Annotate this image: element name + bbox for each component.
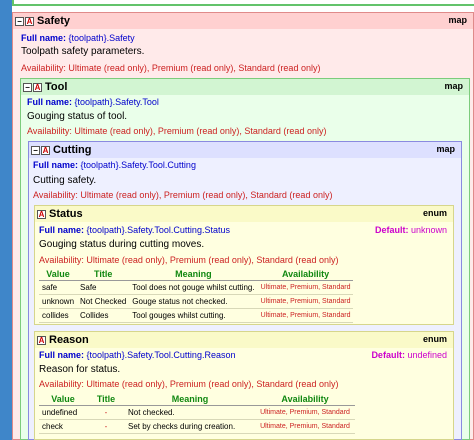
cell-title: Safe [77, 280, 129, 294]
cell-title: Collides [77, 308, 129, 322]
type-badge: enum [422, 334, 447, 344]
cell-value: check [39, 419, 87, 433]
full-name-label: Full name: [21, 33, 67, 43]
description: Reason for status. [39, 364, 121, 375]
cell-title: Not Checked [77, 294, 129, 308]
section-title: Cutting [53, 144, 92, 156]
table-row [39, 308, 353, 322]
column-header: Value [39, 393, 87, 405]
cell-availability: Ultimate, Premium, Standard [255, 405, 355, 419]
enum-table [39, 393, 355, 434]
section-title: Tool [45, 81, 68, 93]
column-header: Meaning [129, 268, 257, 280]
cell-meaning: Tool gouges whilst cutting. [129, 308, 257, 322]
section-title: Status [49, 208, 83, 220]
table-row [39, 405, 355, 419]
description: Gouging status of tool. [27, 111, 128, 122]
default-value [375, 225, 447, 235]
cell-value: unknown [39, 294, 77, 308]
default-label: Default: [374, 225, 409, 235]
default-label: Default: [371, 350, 405, 360]
section-title: Reason [49, 334, 89, 346]
cell-meaning: Gouge status not checked. [129, 294, 257, 308]
cell-availability: Ultimate, Premium, Standard [255, 419, 355, 433]
column-header: Availability [255, 393, 355, 405]
availability: Availability: Ultimate (read only), Premium (read only), Standard (read only) [39, 379, 339, 389]
type-badge: map [444, 81, 463, 91]
full-name [33, 160, 196, 170]
table-row [39, 294, 353, 308]
full-name-value: {toolpath}.Safety.Tool [74, 97, 159, 107]
full-name-value: {toolpath}.Safety.Tool.Cutting.Reason [86, 350, 236, 360]
column-header: Availability [258, 268, 354, 280]
cell-meaning: Not checked. [125, 405, 255, 419]
cell-value: safe [39, 280, 77, 294]
full-name-value: {toolpath}.Safety [68, 33, 135, 43]
availability: Availability: Ultimate (read only), Premium (read only), Standard (read only) [27, 126, 327, 136]
tool-header [21, 79, 469, 95]
reason-section [34, 331, 454, 440]
type-badge: enum [422, 208, 447, 218]
description: Cutting safety. [33, 175, 97, 186]
description: Gouging status during cutting moves. [39, 239, 205, 250]
full-name [39, 350, 235, 360]
cell-value: undefined [39, 405, 87, 419]
column-header: Meaning [125, 393, 255, 405]
status-section [34, 205, 454, 325]
cell-value: collides [39, 308, 77, 322]
cell-title: - [87, 405, 125, 419]
default-value-text: unknown [410, 225, 447, 235]
cell-meaning: Tool does not gouge whilst cutting. [129, 280, 257, 294]
cell-availability: Ultimate, Premium, Standard [258, 294, 354, 308]
attribute-icon[interactable]: A [26, 16, 33, 26]
safety-header [13, 13, 473, 29]
cutting-header [29, 142, 461, 158]
cell-availability: Ultimate, Premium, Standard [258, 280, 354, 294]
full-name [21, 33, 135, 43]
collapse-icon[interactable]: − [15, 17, 24, 26]
full-name [27, 97, 159, 107]
collapse-icon[interactable]: − [23, 83, 32, 92]
attribute-icon[interactable]: A [34, 82, 41, 92]
full-name-value: {toolpath}.Safety.Tool.Cutting [80, 160, 196, 170]
table-header-row [39, 268, 353, 280]
cell-title: - [87, 419, 125, 433]
enum-table [39, 268, 353, 323]
type-badge: map [436, 144, 455, 154]
default-value [371, 350, 447, 360]
description: Toolpath safety parameters. [21, 46, 145, 57]
full-name-label: Full name: [39, 225, 85, 235]
full-name-value: {toolpath}.Safety.Tool.Cutting.Status [86, 225, 230, 235]
full-name-label: Full name: [33, 160, 79, 170]
cell-meaning: Set by checks during creation. [125, 419, 255, 433]
type-badge: map [448, 15, 467, 25]
column-header: Title [87, 393, 125, 405]
attribute-icon[interactable]: A [38, 335, 45, 345]
section-title: Safety [37, 15, 71, 27]
full-name [39, 225, 230, 235]
collapse-icon[interactable]: − [31, 146, 40, 155]
attribute-icon[interactable]: A [38, 209, 45, 219]
attribute-icon[interactable]: A [42, 145, 49, 155]
table-header-row [39, 393, 355, 405]
default-value-text: undefined [407, 350, 447, 360]
availability: Availability: Ultimate (read only), Premium (read only), Standard (read only) [39, 255, 339, 265]
cell-availability: Ultimate, Premium, Standard [258, 308, 354, 322]
full-name-label: Full name: [27, 97, 73, 107]
table-row [39, 419, 355, 433]
left-accent-bar [0, 0, 12, 440]
availability: Availability: Ultimate (read only), Premium (read only), Standard (read only) [21, 63, 321, 73]
reason-header [35, 332, 453, 348]
column-header: Title [77, 268, 129, 280]
status-header [35, 206, 453, 222]
full-name-label: Full name: [39, 350, 85, 360]
availability: Availability: Ultimate (read only), Premium (read only), Standard (read only) [33, 190, 333, 200]
column-header: Value [39, 268, 77, 280]
previous-section-edge [12, 0, 474, 6]
table-row [39, 280, 353, 294]
